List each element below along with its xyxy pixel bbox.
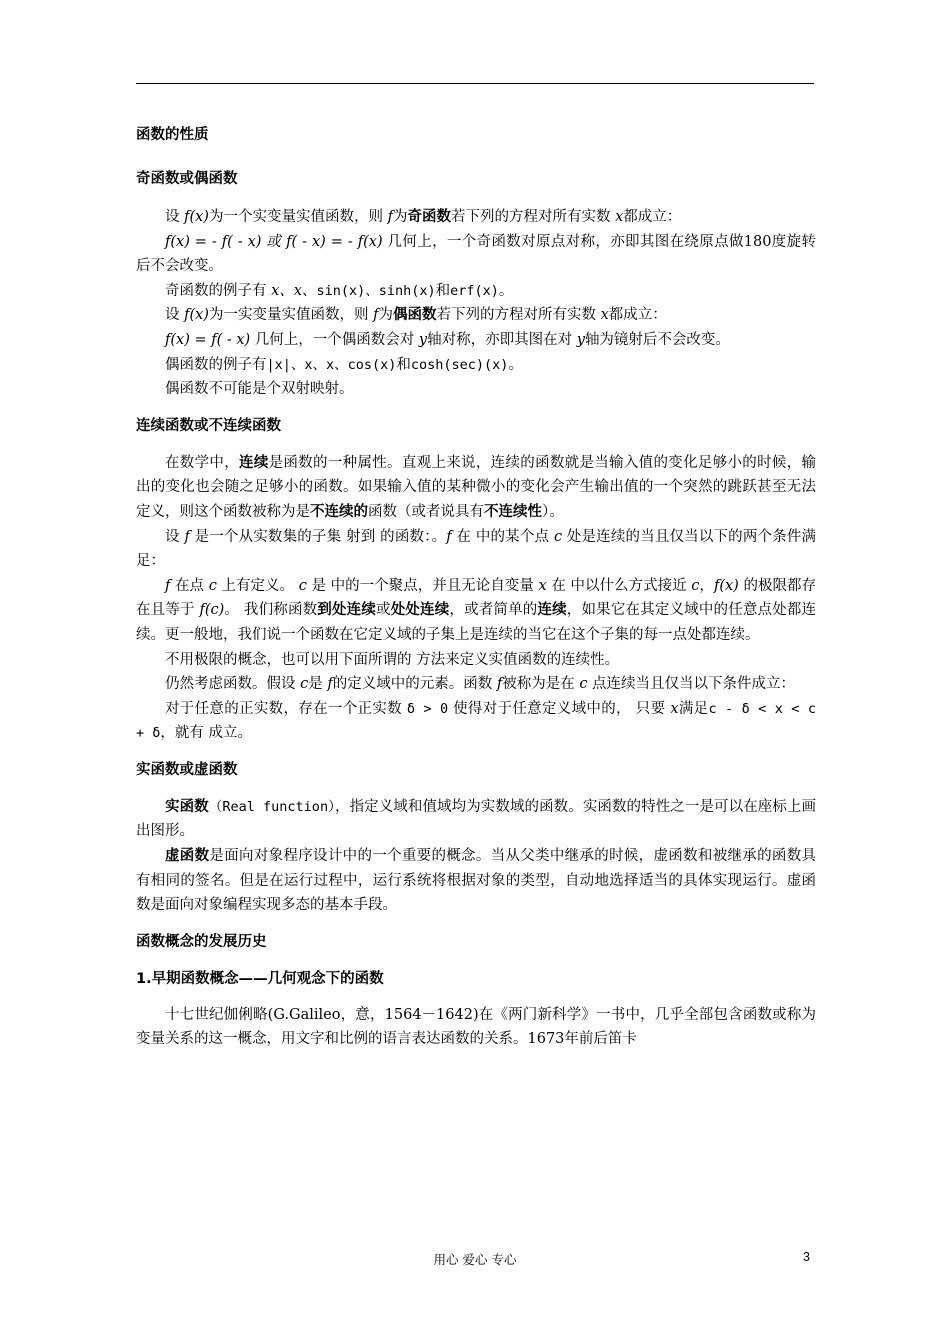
paragraph-even-not-bijective: 偶函数不可能是个双射映射。 xyxy=(165,381,354,398)
paragraph-even-definition: 设 f(x)为一实变量实值函数，则 f为偶函数若下列的方程对所有实数 x都成立： xyxy=(165,307,667,324)
main-heading: 函数的性质 xyxy=(136,127,209,143)
paragraph-epsilon-delta-intro: 不用极限的概念，也可以用下面所谓的 方法来定义实值函数的连续性。 xyxy=(165,651,620,668)
section-title-continuous: 连续函数或不连续函数 xyxy=(136,417,281,434)
section-title-odd-even: 奇函数或偶函数 xyxy=(136,171,238,187)
paragraph-continuity-intro: 在数学中，连续是函数的一种属性。直观上来说，连续的函数就是当输入值的变化足够小的时候，输出的变化也会随之足够小的函数。如果输入值的某种微小的变化会产生输出值的一个突然的跳跃甚至无法定义，则这个函数被称为是不连续的函数（或者说具有不连续性）。 xyxy=(136,454,817,520)
paragraph-epsilon-delta-condition: 对于任意的正实数，存在一个正实数 δ > 0 使得对于任意定义域中的， 只要 x满足c - δ < x < c + δ，就有 成立。 xyxy=(136,700,816,742)
paragraph-odd-examples: 奇函数的例子有 x、x、sin(x)、sinh(x)和erf(x)。 xyxy=(165,282,514,299)
paragraph-even-equation: f(x) = f( - x) 几何上，一个偶函数会对 y轴对称，亦即其图在对 y轴为镜射后不会改变。 xyxy=(165,331,730,348)
paragraph-continuity-conditions: f 在点 c 上有定义。 c 是 中的一个聚点，并且无论自变量 x 在 中以什么方式接近 c，f(x) 的极限都存在且等于 f(c)。 我们称函数到处连续或处处连续，或者简单的连续，如果它在其定义域中的任意点处都连续。更一般地，我们说一个函数在它定义域的子集上是连续的当它在这个子集的每一点处都连续。 xyxy=(136,577,817,643)
paragraph-history-galileo: 十七世纪伽俐略(G.Galileo，意，1564－1642)在《两门新科学》一书中，几乎全部包含函数或称为变量关系的这一概念，用文字和比例的语言表达函数的关系。1673年前后笛卡 xyxy=(136,1006,816,1048)
paragraph-even-examples: 偶函数的例子有|x|、x、x、cos(x)和cosh(sec)(x)。 xyxy=(165,356,523,373)
footer-motto: 用心 爱心 专心 xyxy=(433,1252,517,1267)
paragraph-real-function: 实函数（Real function），指定义域和值域均为实数域的函数。实函数的特性之一是可以在座标上画出图形。 xyxy=(136,798,817,840)
paragraph-continuity-setup: 设 f 是一个从实数集的子集 射到 的函数：。f 在 中的某个点 c 处是连续的当且仅当以下的两个条件满足： xyxy=(136,528,817,570)
paragraph-continuity-point: 仍然考虑函数。假设 c是 f的定义域中的元素。函数 f被称为是在 c 点连续当且仅当以下条件成立： xyxy=(165,676,796,693)
paragraph-virtual-function: 虚函数是面向对象程序设计中的一个重要的概念。当从父类中继承的时候，虚函数和被继承的函数具有相同的签名。但是在运行过程中，运行系统将根据对象的类型，自动地选择适当的具体实现运行。虚函数是面向对象编程实现多态的基本手段。 xyxy=(136,848,817,914)
subsection-title-early-concept: 1.早期函数概念——几何观念下的函数 xyxy=(136,970,384,987)
header-rule xyxy=(136,83,814,84)
section-title-history: 函数概念的发展历史 xyxy=(136,933,267,950)
paragraph-odd-definition: 设 f(x)为一个实变量实值函数，则 f为奇函数若下列的方程对所有实数 x都成立： xyxy=(165,209,682,225)
section-title-real-virtual: 实函数或虚函数 xyxy=(136,761,238,778)
page-content xyxy=(136,123,816,1052)
paragraph-odd-equation: f(x) = - f( - x) 或 f( - x) = - f(x) 几何上，一个奇函数对原点对称，亦即其图在绕原点做180度旋转后不会改变。 xyxy=(136,233,816,275)
page-number: 3 xyxy=(803,1250,810,1264)
